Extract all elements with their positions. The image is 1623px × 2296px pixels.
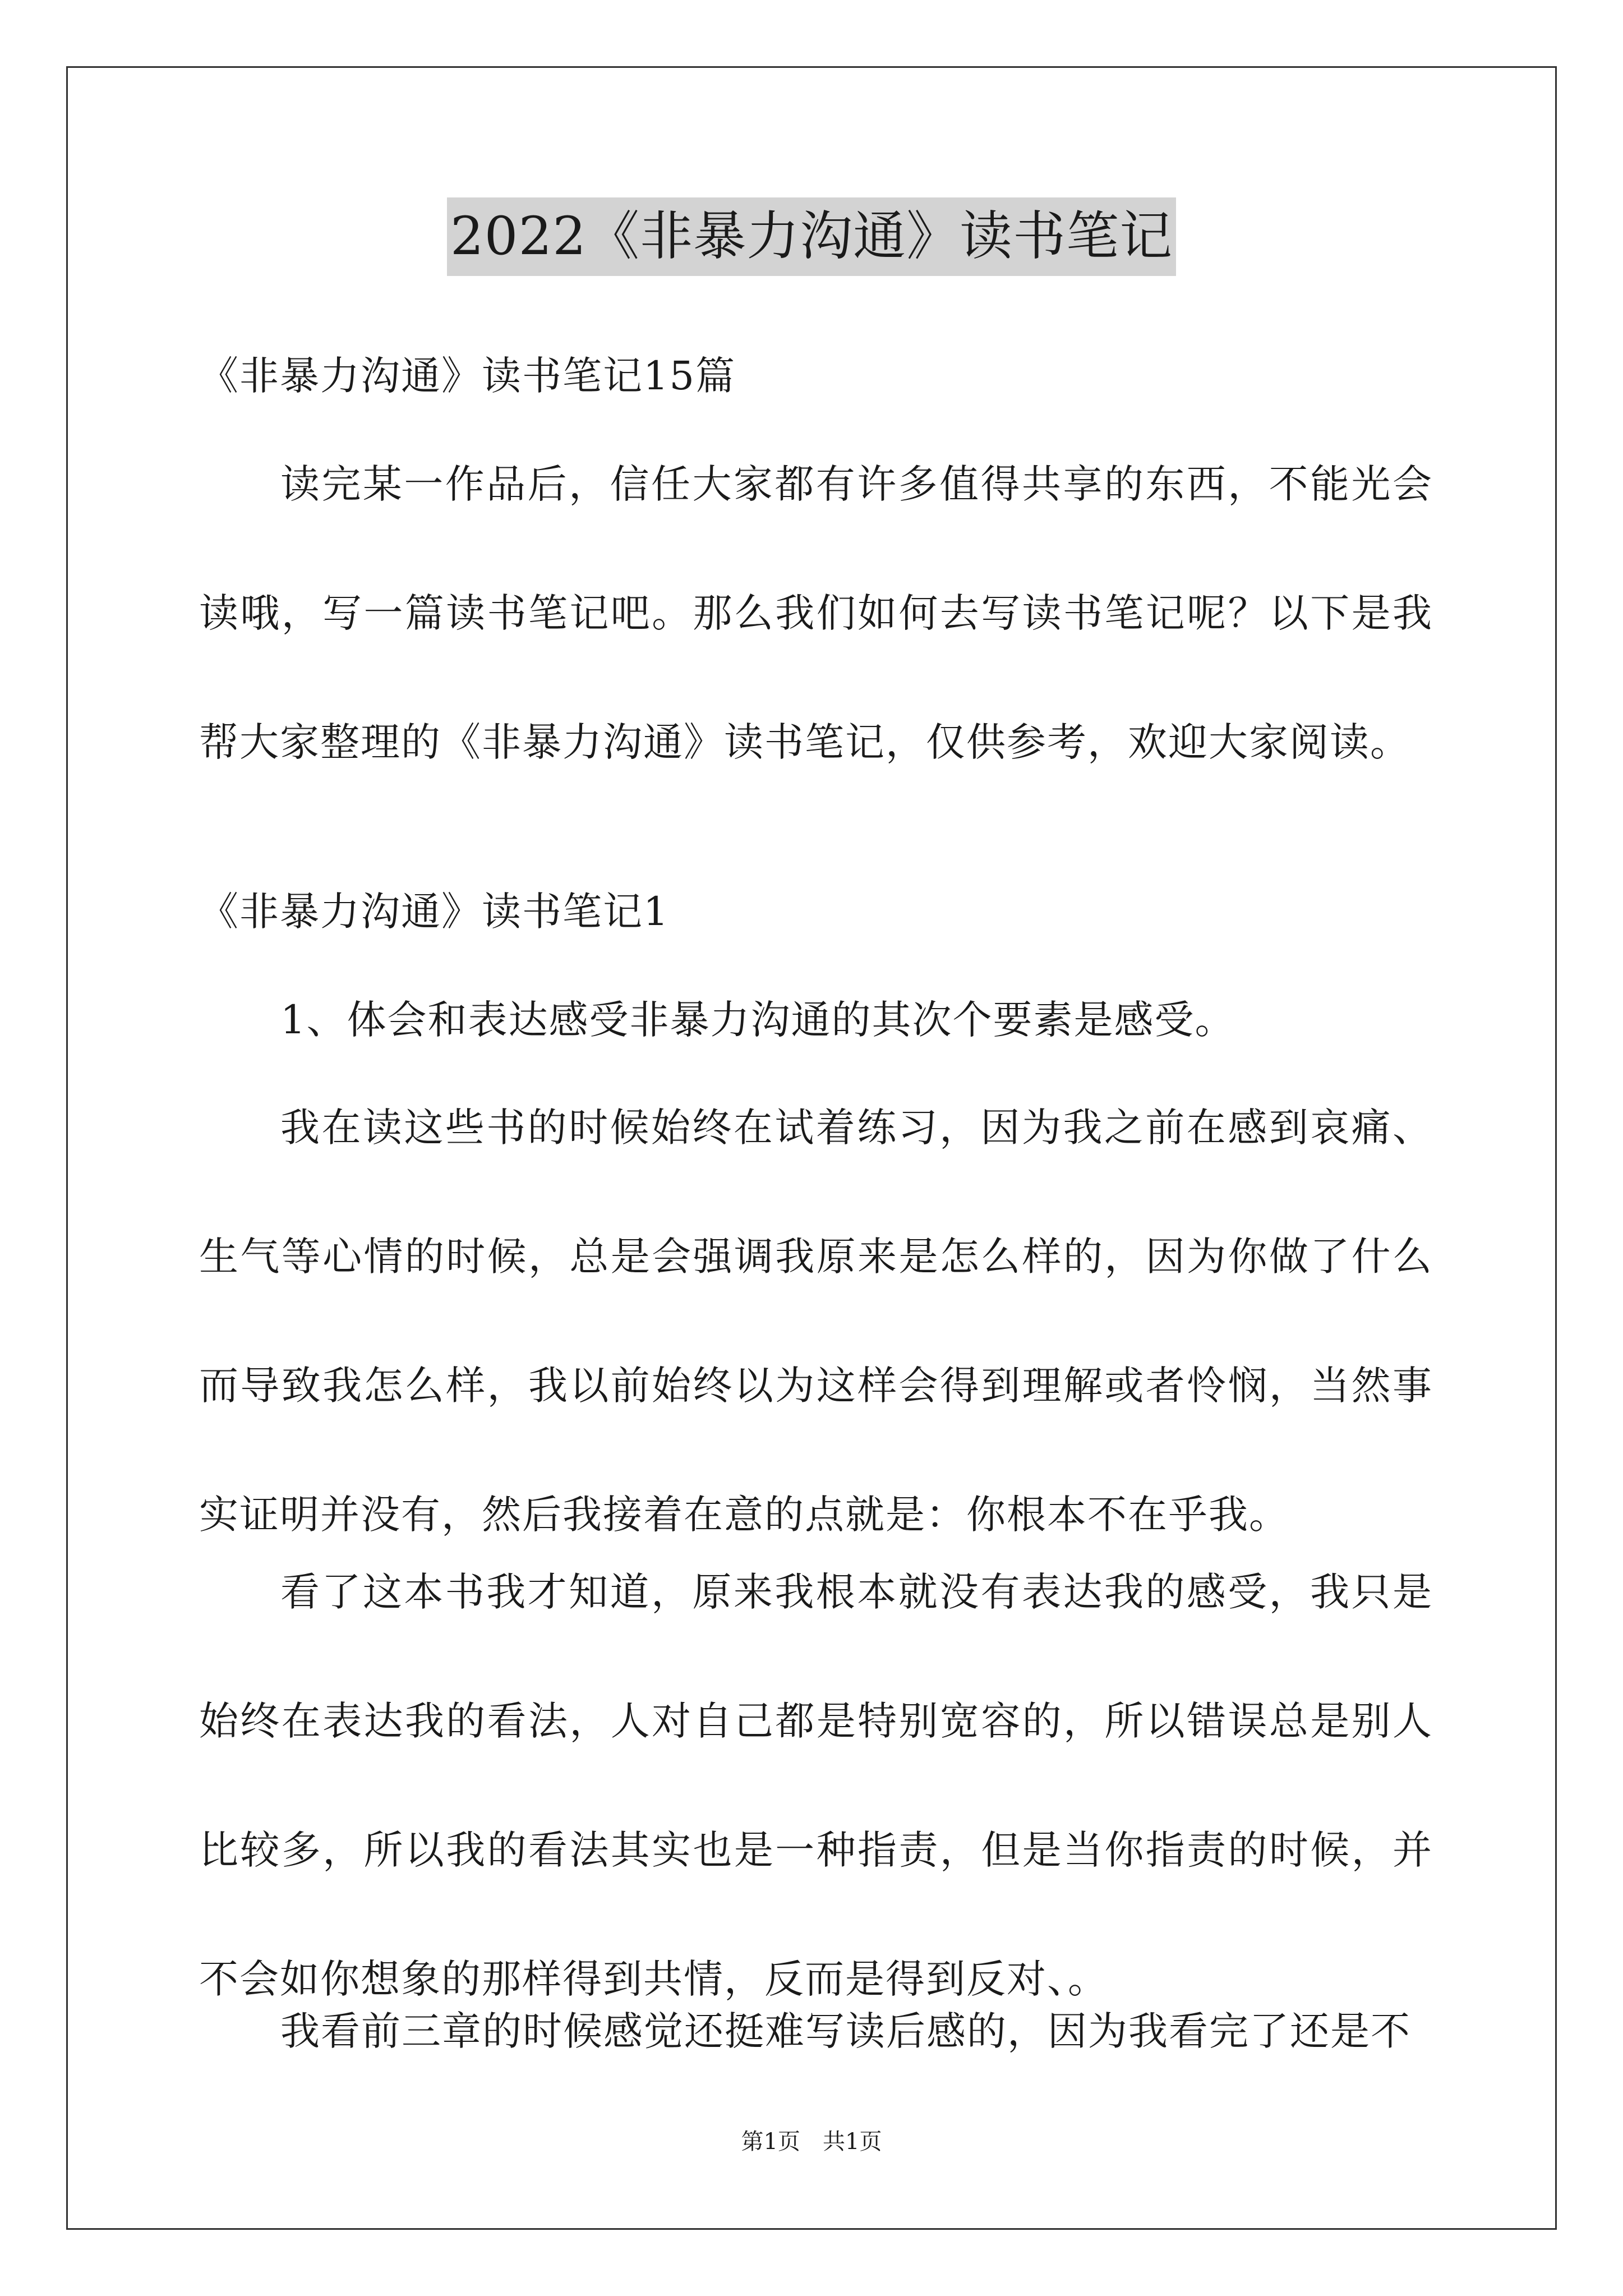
intro-paragraph: 读完某一作品后，信任大家都有许多值得共享的东西，不能光会读哦，写一篇读书笔记吧。那么我们如何去写读书笔记呢？以下是我帮大家整理的《非暴力沟通》读书笔记，仅供参考，欢迎大家阅读。 [199, 461, 1433, 765]
body-paragraph-2: 我在读这些书的时候始终在试着练习，因为我之前在感到哀痛、生气等心情的时候，总是会强调我原来是怎么样的，因为你做了什么而导致我怎么样，我以前始终以为这样会得到理解或者怜悯，当然事实证明并没有，然后我接着在意的点就是：你根本不在乎我。 [199, 1105, 1433, 1538]
document-subtitle: 《非暴力沟通》读书笔记15篇 [199, 353, 736, 399]
body-paragraph-1: 1、体会和表达感受非暴力沟通的其次个要素是感受。 [280, 997, 1235, 1043]
title-wrap [0, 197, 1623, 276]
page-number: 第1页 [741, 2129, 800, 2155]
page-total: 共1页 [823, 2129, 882, 2155]
document-title: 2022《非暴力沟通》读书笔记 [447, 197, 1176, 276]
body-paragraph-4: 我看前三章的时候感觉还挺难写读后感的，因为我看完了还是不 [280, 2008, 1411, 2054]
body-paragraph-3: 看了这本书我才知道，原来我根本就没有表达我的感受，我只是始终在表达我的看法，人对自己都是特别宽容的，所以错误总是别人比较多，所以我的看法其实也是一种指责，但是当你指责的时候，并不会如你想象的那样得到共情，反而是得到反对、。 [199, 1569, 1433, 2002]
page-footer [0, 2125, 1623, 2159]
section-heading: 《非暴力沟通》读书笔记1 [199, 889, 670, 935]
